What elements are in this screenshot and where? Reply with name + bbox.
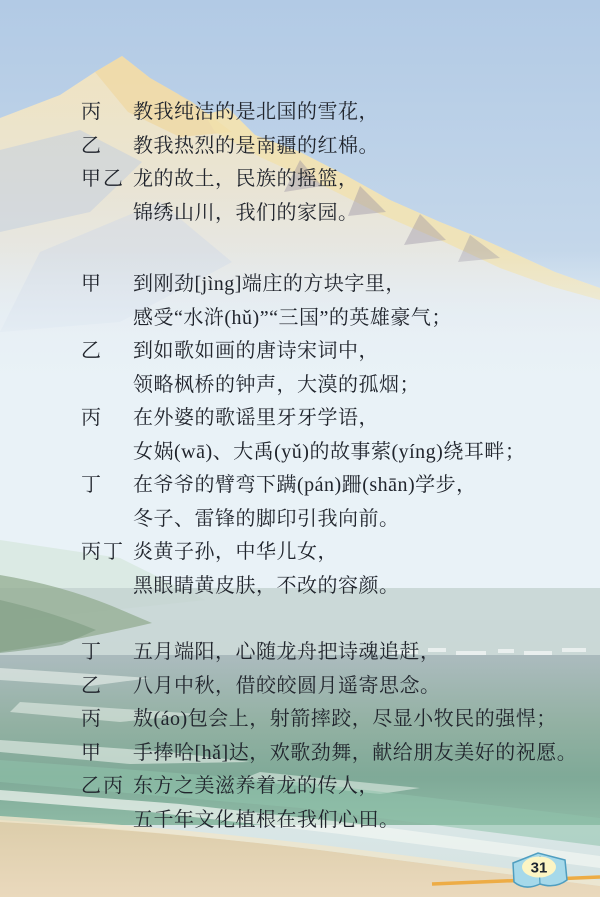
poem-line-text: 到刚劲[jìng]端庄的方块字里， <box>133 273 406 295</box>
poem-line <box>81 163 592 197</box>
poem-line-text: 手捧哈[hǎ]达，欢歌劲舞，献给朋友美好的祝愿。 <box>133 741 578 764</box>
poem-line-text: 领略枫桥的钟声，大漠的孤烟； <box>133 373 420 396</box>
poem-line-text: 龙的故土，民族的摇篮， <box>133 168 359 190</box>
speaker-label: 甲 <box>81 741 103 764</box>
poem-line-text: 冬子、雷锋的脚印引我向前。 <box>133 507 400 530</box>
page-marker <box>509 848 571 892</box>
poem-line <box>81 536 592 570</box>
speaker-label: 丁 <box>81 474 103 496</box>
poem-line <box>81 436 592 470</box>
poem-line-text: 在外婆的歌谣里牙牙学语， <box>133 407 379 429</box>
poem-line <box>81 703 592 737</box>
poem-text-block <box>0 96 600 837</box>
poem-line <box>81 737 592 771</box>
speaker-label: 丙 <box>81 708 103 730</box>
poem-line <box>81 636 592 670</box>
page-number: 31 <box>530 859 548 877</box>
poem-line-text: 八月中秋，借皎皎圆月遥寄思念。 <box>133 674 441 697</box>
speaker-label: 乙 <box>81 674 103 697</box>
poem-line <box>81 469 592 503</box>
poem-line-text: 感受“水浒(hǔ)”“三国”的英雄豪气； <box>133 306 452 329</box>
poem-line <box>81 804 592 838</box>
open-book-icon <box>509 848 571 892</box>
poem-line-text: 敖(áo)包会上，射箭摔跤，尽显小牧民的强悍； <box>133 708 557 730</box>
poem-line <box>81 302 592 336</box>
poem-line-text: 东方之美滋养着龙的传人， <box>133 775 379 797</box>
poem-line <box>81 503 592 537</box>
poem-line-text: 教我热烈的是南疆的红棉。 <box>133 134 379 157</box>
poem-line-text: 黑眼睛黄皮肤，不改的容颜。 <box>133 574 400 597</box>
poem-line <box>81 770 592 804</box>
speaker-label: 甲乙 <box>81 168 125 190</box>
poem-line <box>81 197 592 231</box>
speaker-label: 乙 <box>81 340 103 362</box>
speaker-label: 丁 <box>81 641 103 663</box>
speaker-label: 甲 <box>81 273 103 295</box>
poem-line-text: 在爷爷的臂弯下蹒(pán)跚(shān)学步， <box>133 474 477 496</box>
poem-line <box>81 402 592 436</box>
speaker-label: 丙 <box>81 101 103 123</box>
poem-line-text: 锦绣山川，我们的家园。 <box>133 201 359 224</box>
poem-line <box>81 335 592 369</box>
poem-line-text: 炎黄子孙，中华儿女， <box>133 541 338 563</box>
poem-line <box>81 268 592 302</box>
poem-line <box>81 369 592 403</box>
poem-line <box>81 130 592 164</box>
poem-line-text: 教我纯洁的是北国的雪花， <box>133 101 379 123</box>
poem-line-text: 女娲(wā)、大禹(yǔ)的故事萦(yíng)绕耳畔； <box>133 440 526 463</box>
poem-line <box>81 570 592 604</box>
speaker-label: 乙 <box>81 134 103 157</box>
poem-line-text: 到如歌如画的唐诗宋词中， <box>133 340 379 362</box>
speaker-label: 丙 <box>81 407 103 429</box>
poem-line-text: 五月端阳，心随龙舟把诗魂追赶， <box>133 641 441 663</box>
poem-line <box>81 96 592 130</box>
poem-line-text: 五千年文化植根在我们心田。 <box>133 808 400 831</box>
speaker-label: 丙丁 <box>81 541 125 563</box>
speaker-label: 乙丙 <box>81 775 125 797</box>
poem-line <box>81 670 592 704</box>
